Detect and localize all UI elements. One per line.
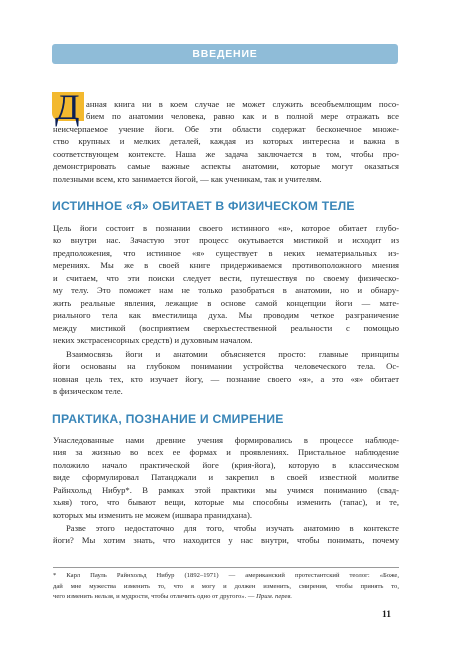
text-line: неких экстрасенсорных средств) и духовным началом.: [53, 335, 253, 346]
translator-note: Прим. перев.: [256, 593, 292, 601]
footnote-line: * Карл Пауль Райнхольд Нибур (1892–1971) — американский протестантский теолог: «Боже,: [53, 572, 399, 579]
text-line: мерениях. Мы же в своей книге придерживаемся противоположного мнения: [53, 260, 399, 271]
text-line: йоги основаны на глубоком понимании устройства человеческого тела. Ос-: [53, 361, 399, 372]
text-line: му телу. Это поможет нам не только разобраться в анатомии, но и обнару-: [53, 285, 399, 296]
text-line: хьяя) того, что бывают вещи, которые мы способны изменить (тапас), и те,: [53, 497, 399, 508]
text-line: йоги? Мы хотим знать, что находится у нас внутри, чтобы понимать, почему: [53, 535, 399, 546]
drop-cap-letter: Д: [55, 87, 80, 127]
text-line: ния за жизнью во всех ее формах и проявлениях. Пристальное наблюдение: [53, 447, 399, 458]
text-line: которых мы изменить не можем (ишвара пранидхана).: [53, 509, 252, 520]
text-line: Взаимосвязь йоги и анатомии объясняется просто: главные принципы: [66, 349, 399, 359]
footnote-line: дай мне мужества изменить то, что я могу и должен изменить, смирения, чтобы принять то,: [53, 582, 399, 590]
chapter-header-bar: [52, 44, 398, 64]
chapter-title: ВВЕДЕНИЕ: [192, 48, 258, 60]
text-line: предположения, что истинное «я» существует в неких нематериальных из-: [53, 247, 399, 258]
text-line: ко внутри нас. Зачастую этот процесс окутывается мистикой и исходит из: [53, 235, 399, 246]
text-line: новная цель тех, кто изучает йогу, — познание своего «я», а это «я» обитает: [53, 373, 399, 384]
text-line: риального тела как вместилища духа. Мы проводим четкое разграничение: [53, 310, 399, 321]
section-heading: ПРАКТИКА, ПОЗНАНИЕ И СМИРЕНИЕ: [52, 412, 284, 426]
text-line: Цель йоги состоит в познании своего истинного «я», которое обитает глубо-: [53, 223, 399, 233]
text-line: соответствующем контексте. Наша же задача заключается в том, чтобы про-: [53, 148, 399, 159]
footnote-line: [53, 592, 399, 603]
text-line: Разве этого недостаточно для того, чтобы изучать анатомию в контексте: [66, 523, 399, 533]
text-line: ство крупных и мелких деталей, каждая из которых интересна и важна в: [53, 136, 399, 147]
text-line: полезными всем, кто занимается йогой, — как ученикам, так и учителям.: [53, 173, 322, 184]
text-line: жить реальные явления, лежащие в основе самой концепции йоги — мате-: [53, 297, 399, 308]
section-2-paragraph-2: [53, 522, 399, 547]
text-line: неисчерпаемое учение йоги. Обе эти области содержат бесконечное множе-: [53, 123, 399, 134]
text-line: Райнхольд Нибур*. В рамках этой практики мы учимся пониманию (свад-: [53, 484, 399, 495]
text-line: бием по анатомии человека, равно как и в полной мере отражать все: [86, 111, 399, 122]
footnote: [53, 571, 399, 603]
text-line: виде сформулировал Патанджали и закрепил в своей известной молитве: [53, 472, 399, 483]
section-2-paragraph: [53, 434, 399, 521]
footnote-text: чего изменить нельзя, и мудрости, чтобы отличить одно от другого». —: [53, 593, 257, 601]
text-line: в физическом теле.: [53, 386, 123, 397]
text-line: и считаем, что эти поиски следует вести, путешествуя по своему физическо-: [53, 272, 399, 283]
section-1-paragraph-2: [53, 348, 399, 398]
footnote-divider: [53, 567, 399, 568]
intro-paragraph: [53, 98, 399, 185]
text-line: демонстрировать самые важные аспекты анатомии, которые могут оказаться: [53, 161, 399, 172]
text-line: Унаследованные нами древние учения формировались в процессе наблюде-: [53, 435, 399, 445]
page-number: 11: [382, 610, 391, 620]
section-1-paragraph: [53, 222, 399, 347]
text-line: положило начало практической йоге (крия-йога), которую в классическом: [53, 459, 399, 470]
section-heading: ИСТИННОЕ «Я» ОБИТАЕТ В ФИЗИЧЕСКОМ ТЕЛЕ: [52, 199, 355, 213]
text-line: анная книга ни в коем случае не может служить всеобъемлющим посо-: [86, 99, 399, 109]
text-line: между мистикой (восприятием сверхъестественной реальности с помощью: [53, 322, 399, 333]
